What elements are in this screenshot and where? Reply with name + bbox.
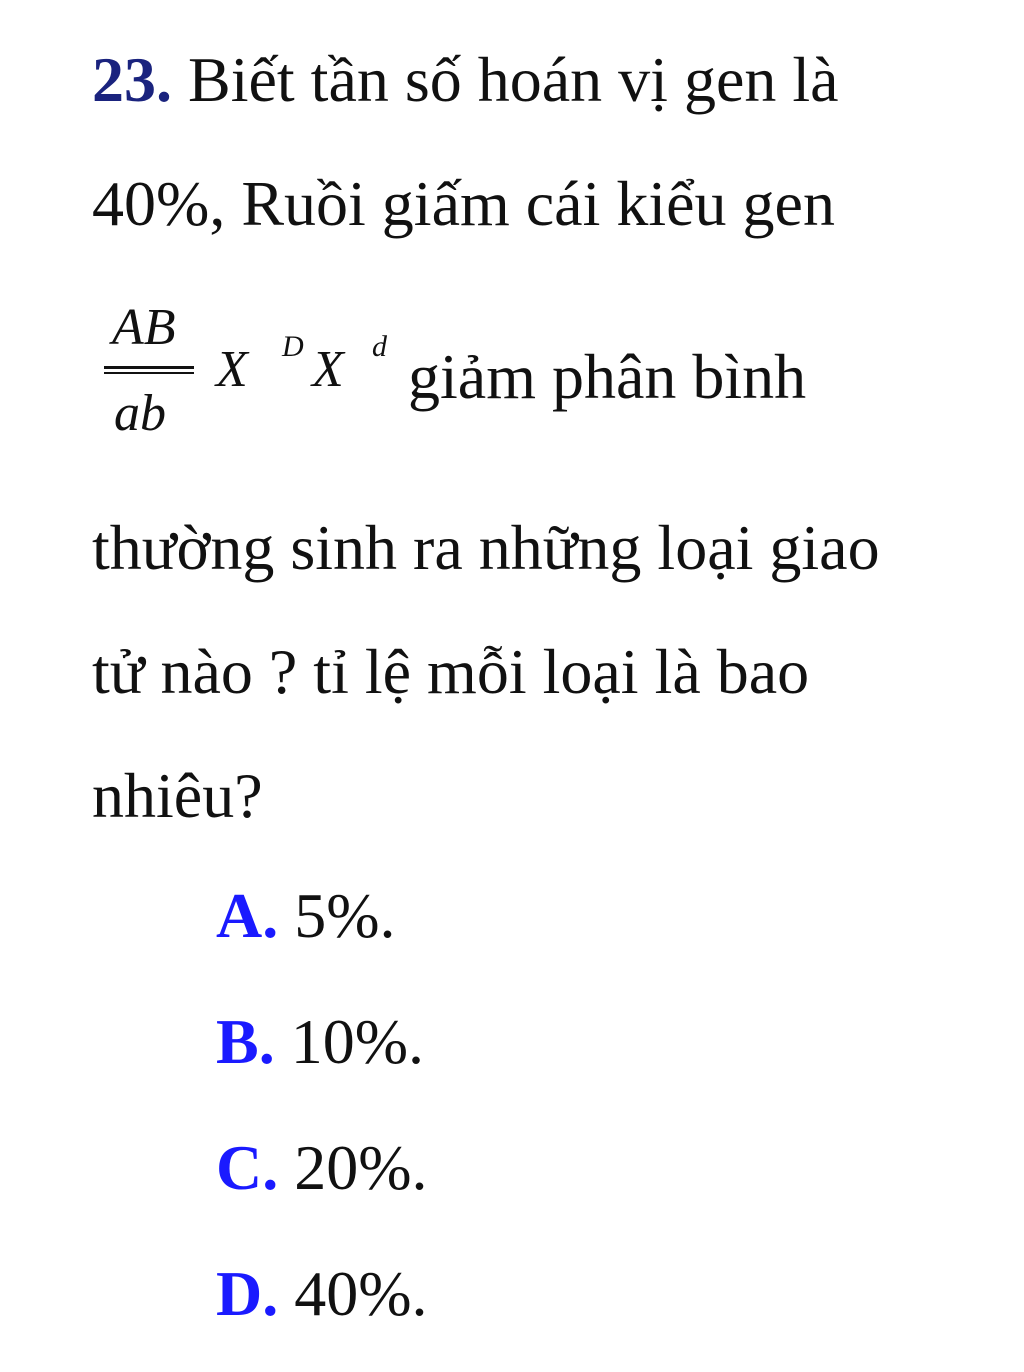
fraction-bar-bottom — [104, 372, 194, 374]
question-number: 23. — [92, 44, 172, 115]
fraction-denominator: ab — [114, 385, 166, 442]
option-c-letter: C. — [216, 1132, 279, 1203]
genotype-fraction — [104, 296, 194, 446]
genotype-formula — [104, 296, 964, 446]
option-a[interactable] — [216, 880, 396, 951]
allele-superscript-2: d — [372, 330, 387, 363]
option-d-text: 40%. — [278, 1258, 428, 1329]
chromosome-x-2: X — [312, 341, 344, 398]
option-a-text: 5%. — [278, 880, 396, 951]
question-line-6: nhiêu? — [92, 760, 263, 831]
option-c-text: 20%. — [278, 1132, 428, 1203]
option-b-letter: B. — [216, 1006, 275, 1077]
option-c[interactable] — [216, 1132, 428, 1203]
question-line-2: 40%, Ruồi giấm cái kiểu gen — [92, 168, 835, 239]
option-d[interactable] — [216, 1258, 428, 1329]
fraction-bar-top — [104, 366, 194, 369]
question-text-1: Biết tần số hoán vị gen là — [172, 44, 839, 115]
chromosome-x-1: X — [216, 341, 248, 398]
fraction-numerator: AB — [112, 299, 176, 356]
question-line-5: tử nào ? tỉ lệ mỗi loại là bao — [92, 636, 810, 707]
option-b-text: 10%. — [274, 1006, 424, 1077]
question-line-1 — [92, 44, 839, 115]
question-text-3: giảm phân bình — [408, 341, 807, 412]
option-a-letter: A. — [216, 880, 279, 951]
option-b[interactable] — [216, 1006, 424, 1077]
question-line-4: thường sinh ra những loại giao — [92, 512, 880, 583]
allele-superscript-1: D — [282, 330, 304, 363]
option-d-letter: D. — [216, 1258, 279, 1329]
